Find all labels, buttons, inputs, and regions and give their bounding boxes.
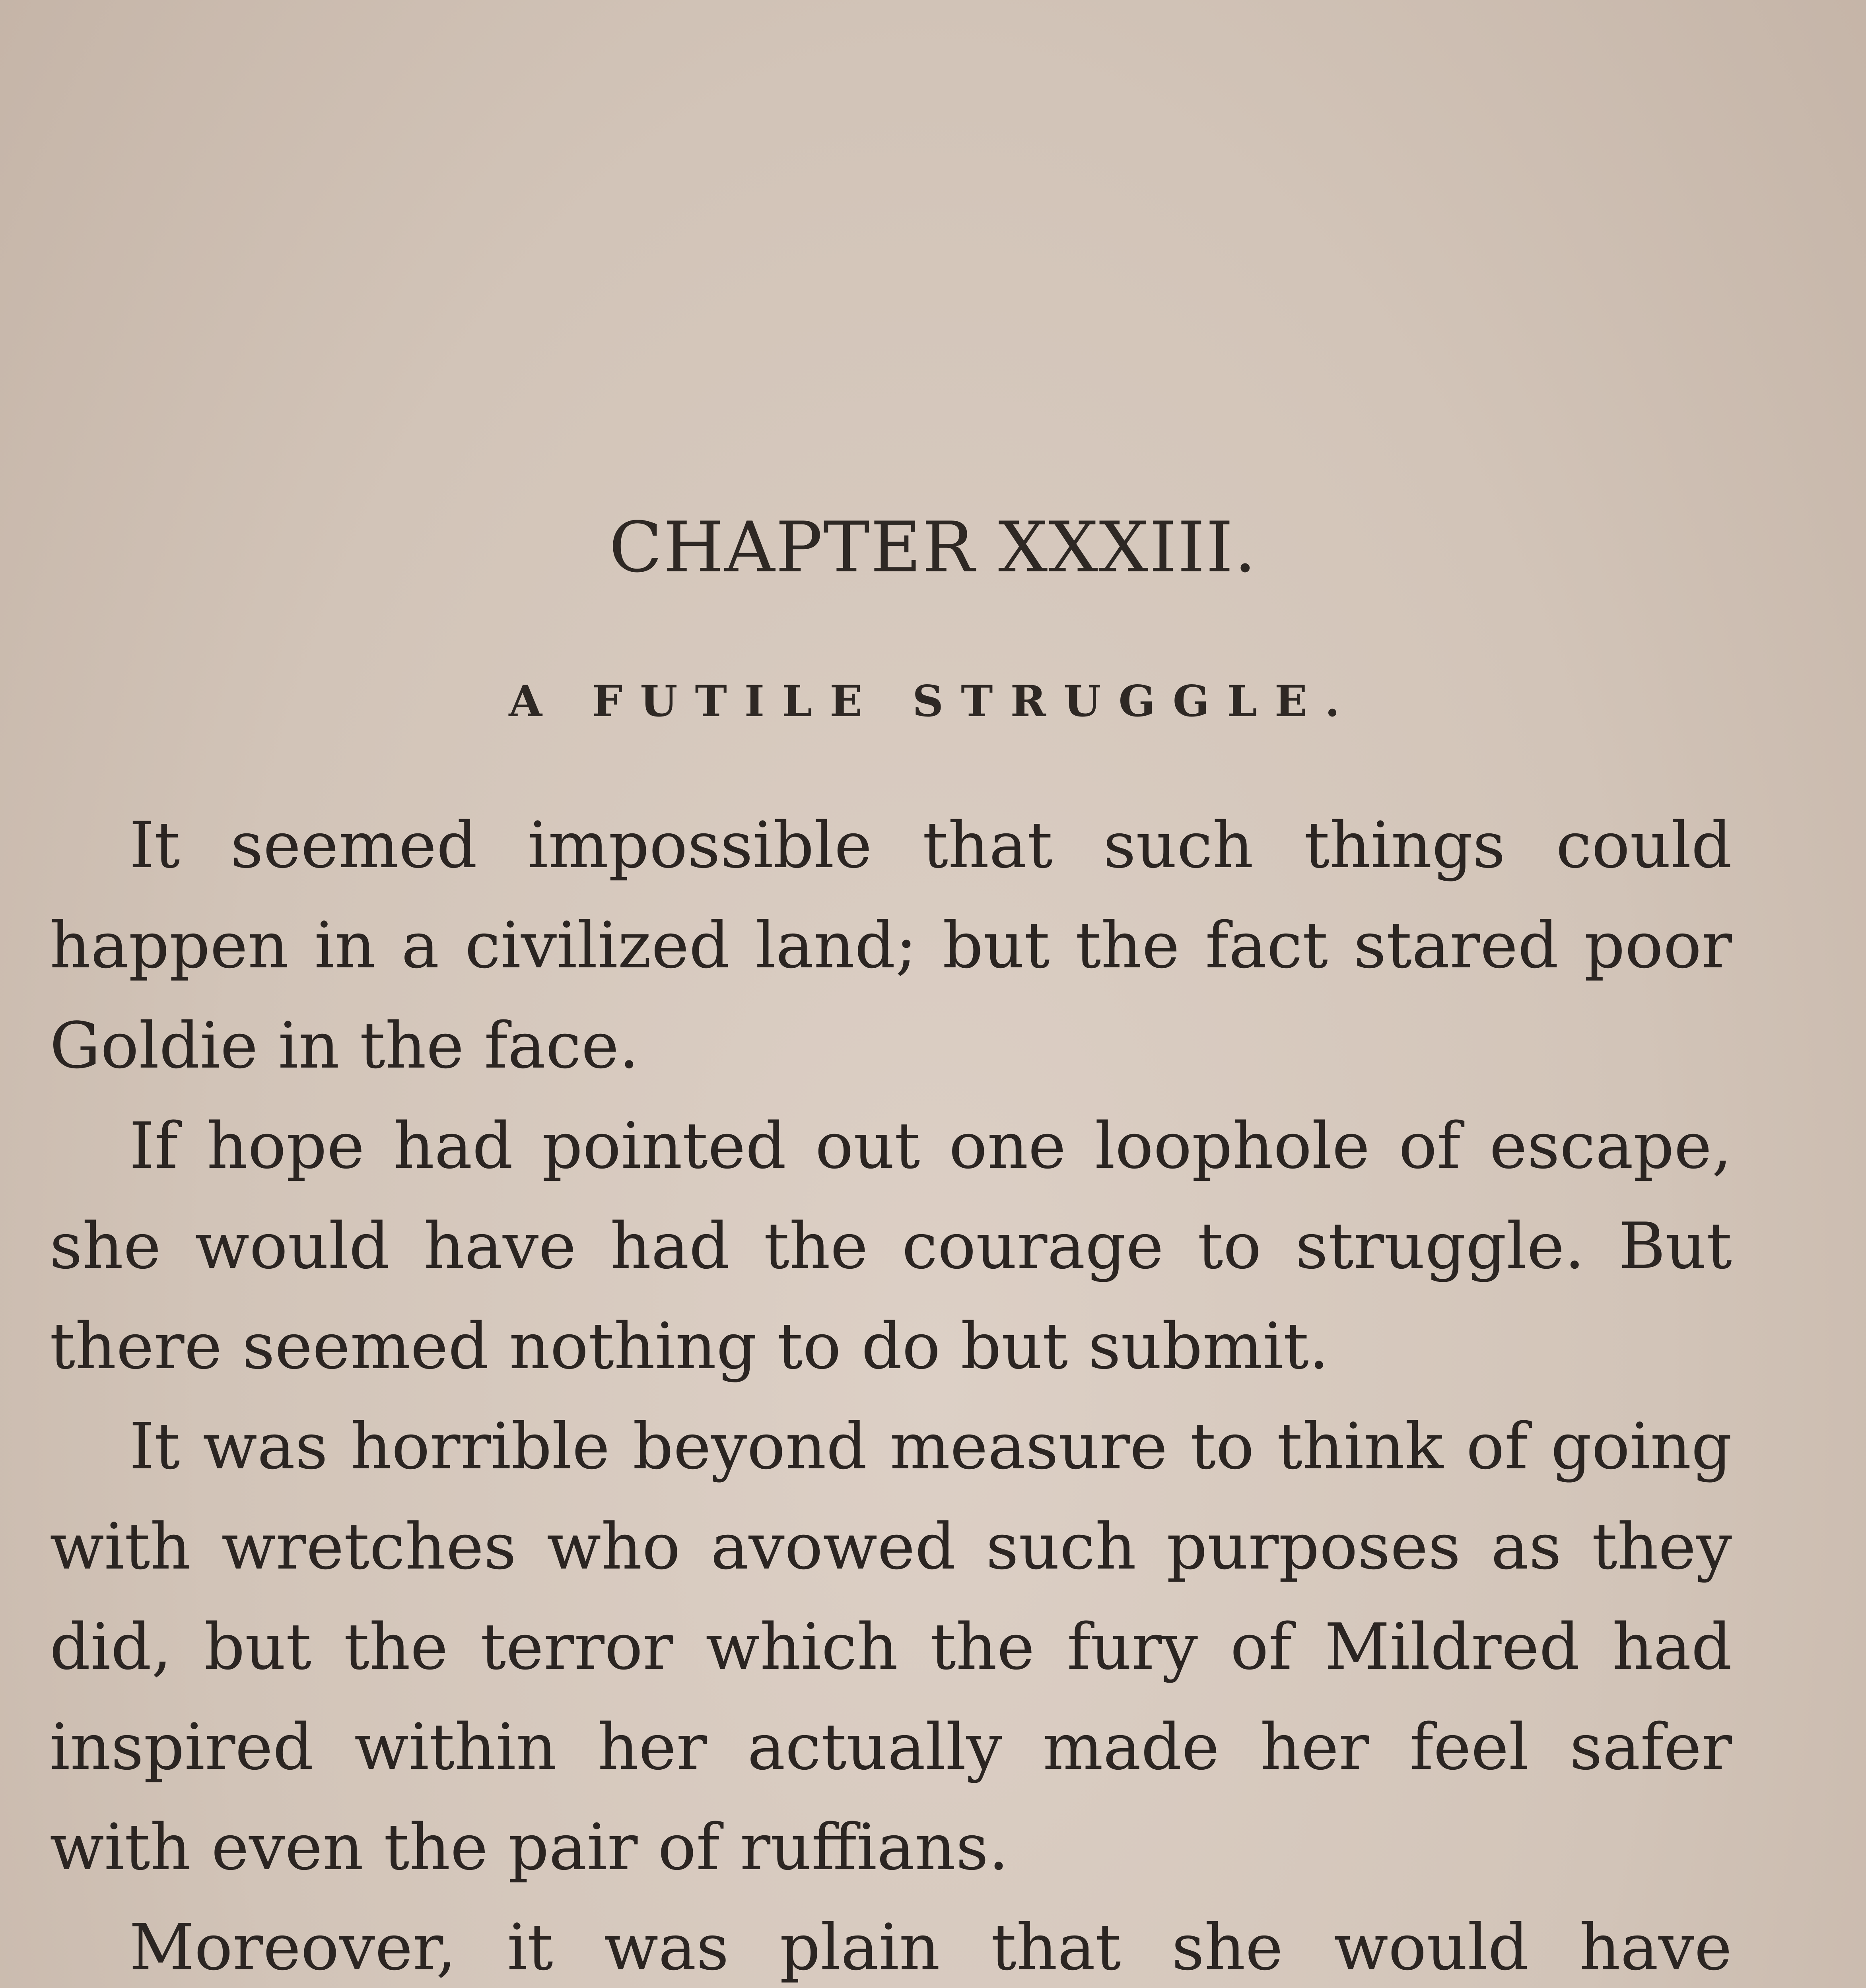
paragraph: It seemed impossible that such things could happen in a civilized land; but the fact stared poor Goldie in the face. [50,808,1732,1083]
chapter-title: CHAPTER XXXIII. [609,507,1257,588]
chapter-subtitle: A FUTILE STRUGGLE. [509,676,1357,726]
body-text [50,795,1732,1988]
paragraph: If hope had pointed out one loophole of escape, she would have had the courage to struggle. But there seemed nothing to do but submit. [50,1109,1732,1383]
paragraph: It was horrible beyond measure to think of going with wretches who avowed such purposes as they did, but the terror which the fury of Mildred had inspired within her actually made her feel safer with even the pair of ruffians. [50,1409,1732,1884]
paragraph: Moreover, it was plain that she would have [129,1910,1732,1984]
